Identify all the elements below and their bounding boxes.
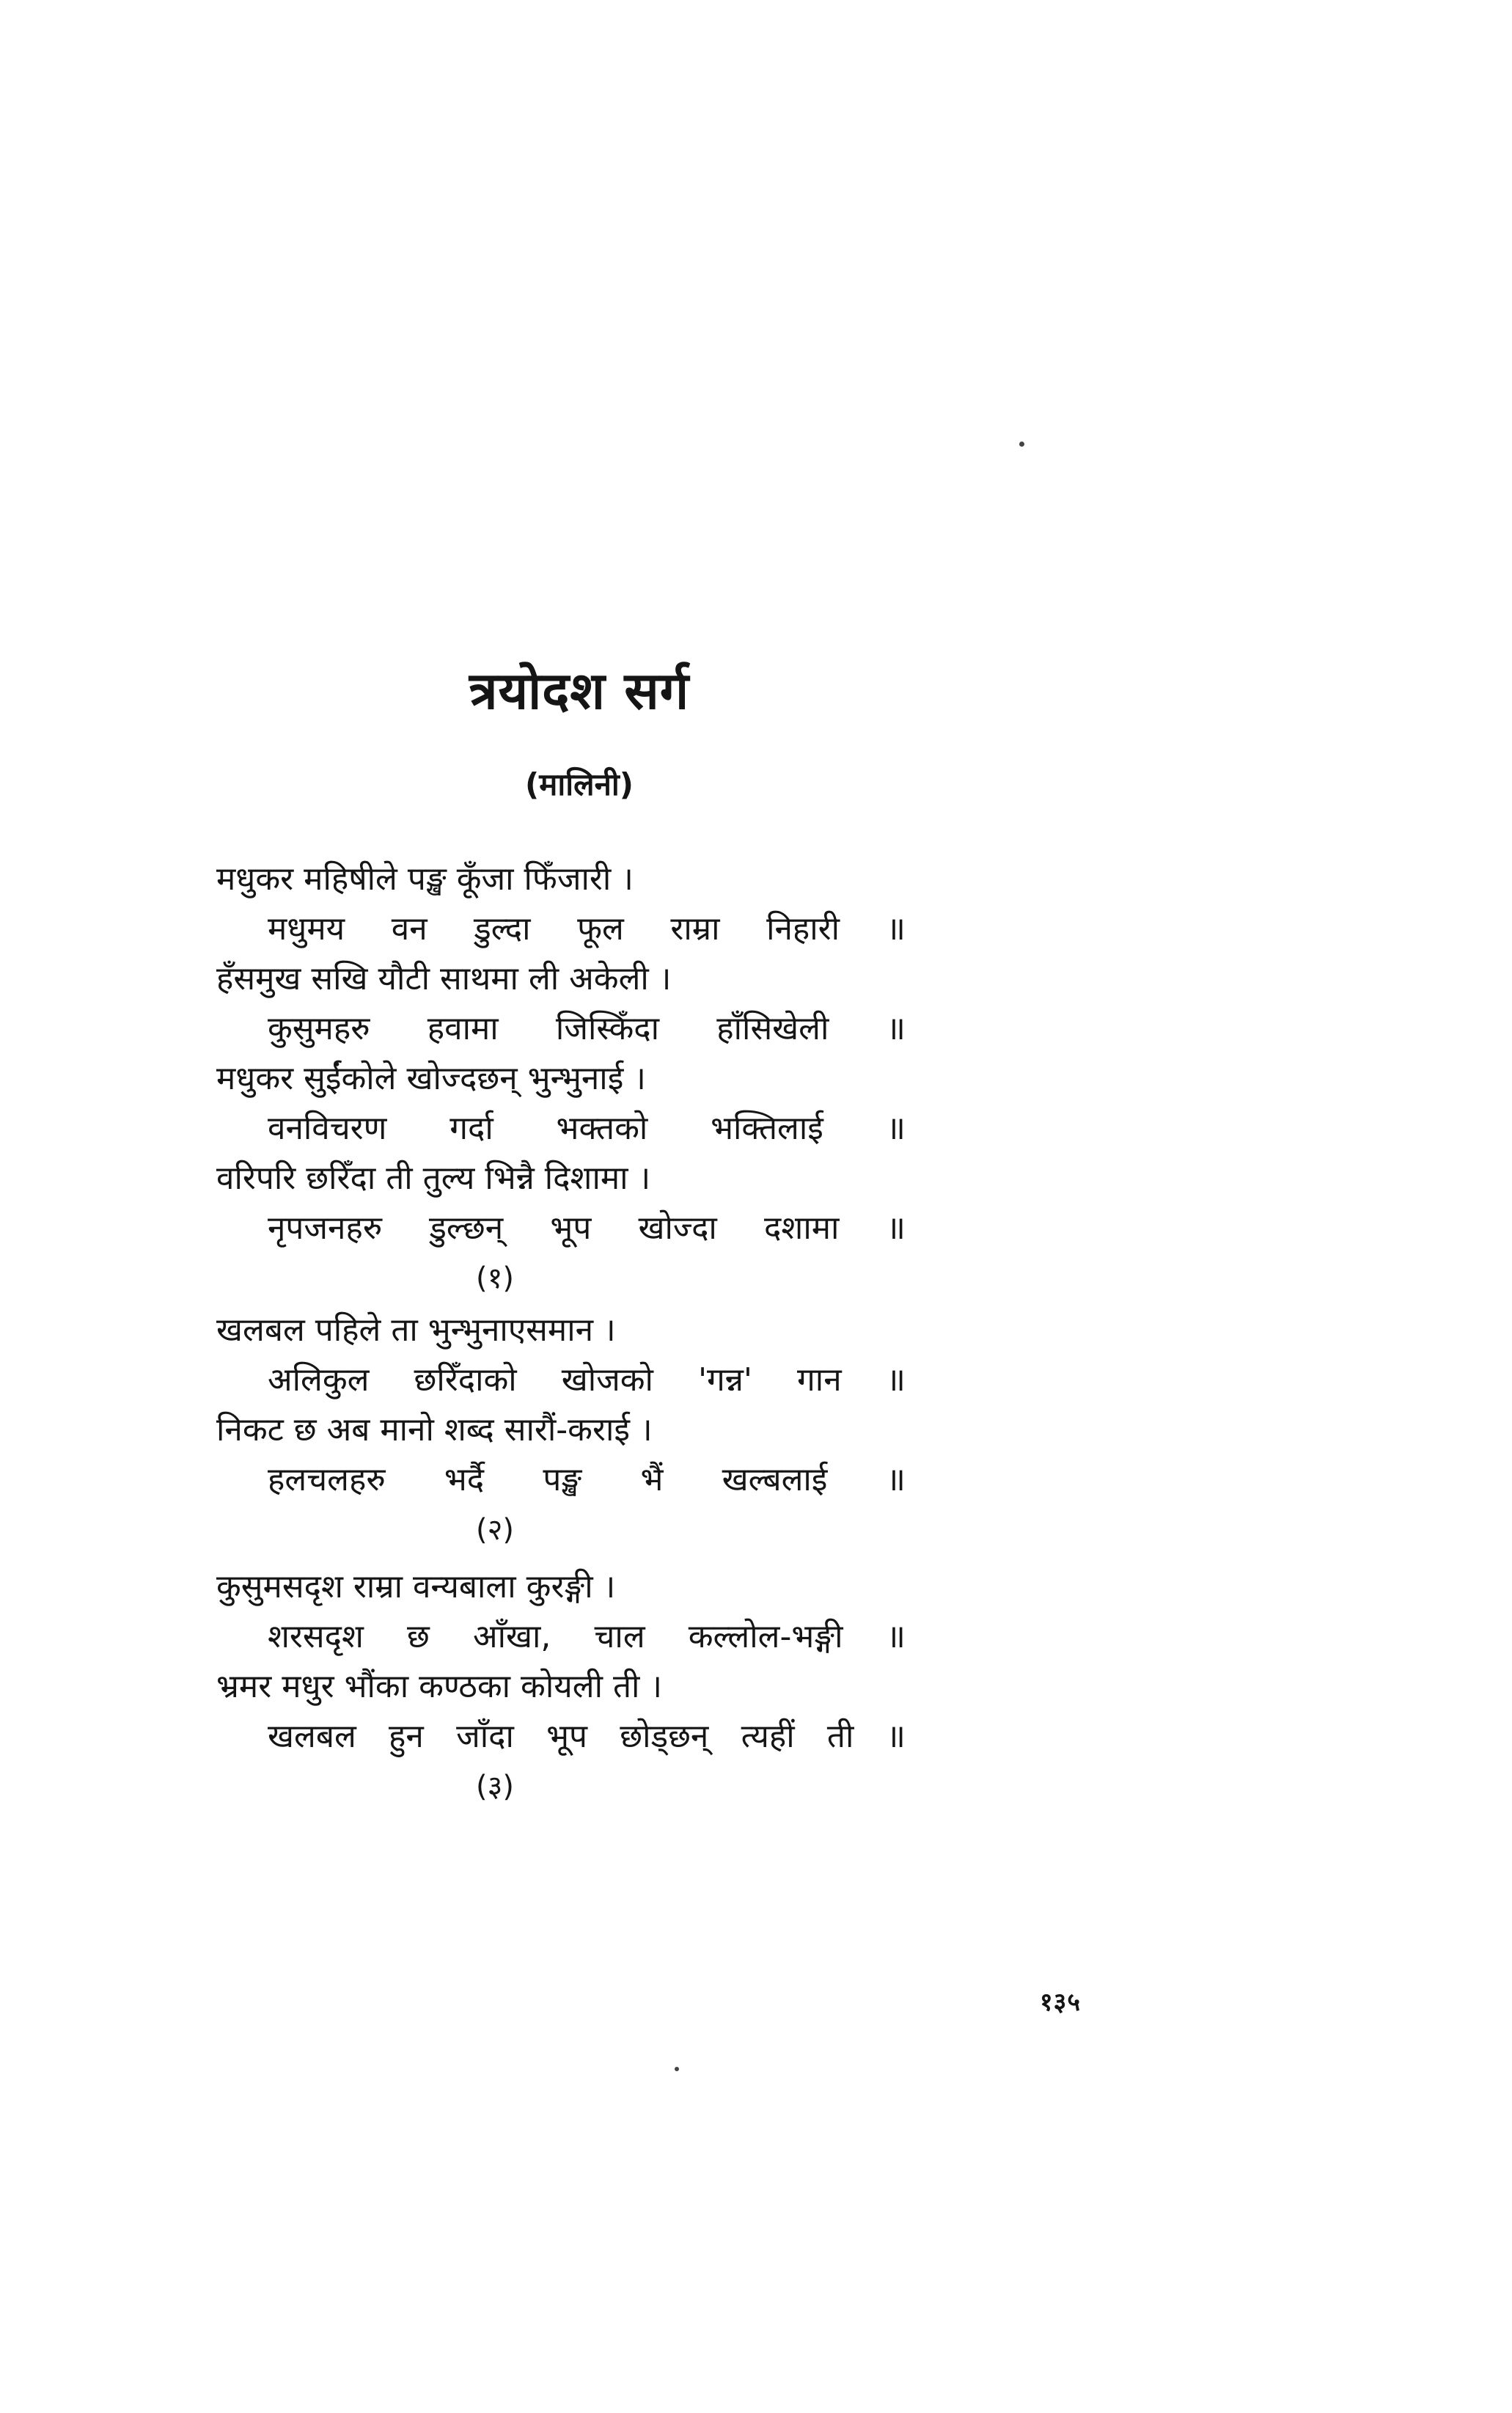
verse-line: भ्रमर मधुर भौंका कण्ठका कोयली ती ।	[216, 1668, 663, 1705]
verse-line: मधुकर सुईंकोले खोज्दछन् भुन्भुनाई ।	[216, 1060, 646, 1097]
verse-1	[216, 854, 906, 1303]
verse-line: नृपजनहरु डुल्छन् भूप खोज्दा दशामा ॥	[268, 1209, 906, 1247]
verse-line: हँसमुख सखि यौटी साथमा ली अकेली ।	[216, 960, 672, 997]
verse-line: अलिकुल छरिँदाको खोजको 'गन्न' गान ॥	[268, 1361, 906, 1399]
verse-line: खलबल हुन जाँदा भूप छोड्छन् त्यहीं ती ॥	[268, 1718, 906, 1755]
page-number: १३५	[1040, 1988, 1082, 2017]
verse-number: (३)	[475, 1770, 514, 1804]
verse-line: हलचलहरु भर्दै पङ्ख भैं खल्बलाई ॥	[268, 1461, 906, 1498]
verse-line: मधुकर महिषीले पङ्ख कूँजा फिँजारी ।	[216, 860, 634, 898]
verse-line: कुसुमसदृश राम्रा वन्यबाला कुरङ्गी ।	[216, 1568, 616, 1605]
verse-line: वनविचरण गर्दा भक्तको भक्तिलाई ॥	[268, 1110, 906, 1147]
print-speck	[1019, 442, 1024, 447]
verse-3	[216, 1562, 906, 1812]
verse-line: वरिपरि छरिँदा ती तुल्य भिन्नै दिशामा ।	[216, 1160, 651, 1197]
verse-line: कुसुमहरु हवामा जिस्किँदा हाँसिखेली ॥	[268, 1010, 906, 1047]
print-speck	[675, 2067, 679, 2071]
verse-line: मधुमय वन डुल्दा फूल राम्रा निहारी ॥	[268, 910, 906, 948]
meter-label: (मालिनी)	[525, 766, 634, 802]
verse-number: (१)	[475, 1262, 514, 1295]
verse-line: निकट छ अब मानो शब्द सारौं-कराई ।	[216, 1411, 653, 1449]
verse-number: (२)	[475, 1513, 514, 1547]
verse-2	[216, 1306, 906, 1555]
verse-line: खलबल पहिले ता भुन्भुनाएसमान ।	[216, 1311, 616, 1349]
verse-line: शरसदृश छ आँखा, चाल कल्लोल-भङ्गी ॥	[268, 1618, 906, 1655]
chapter-title: त्रयोदश सर्ग	[469, 661, 690, 721]
